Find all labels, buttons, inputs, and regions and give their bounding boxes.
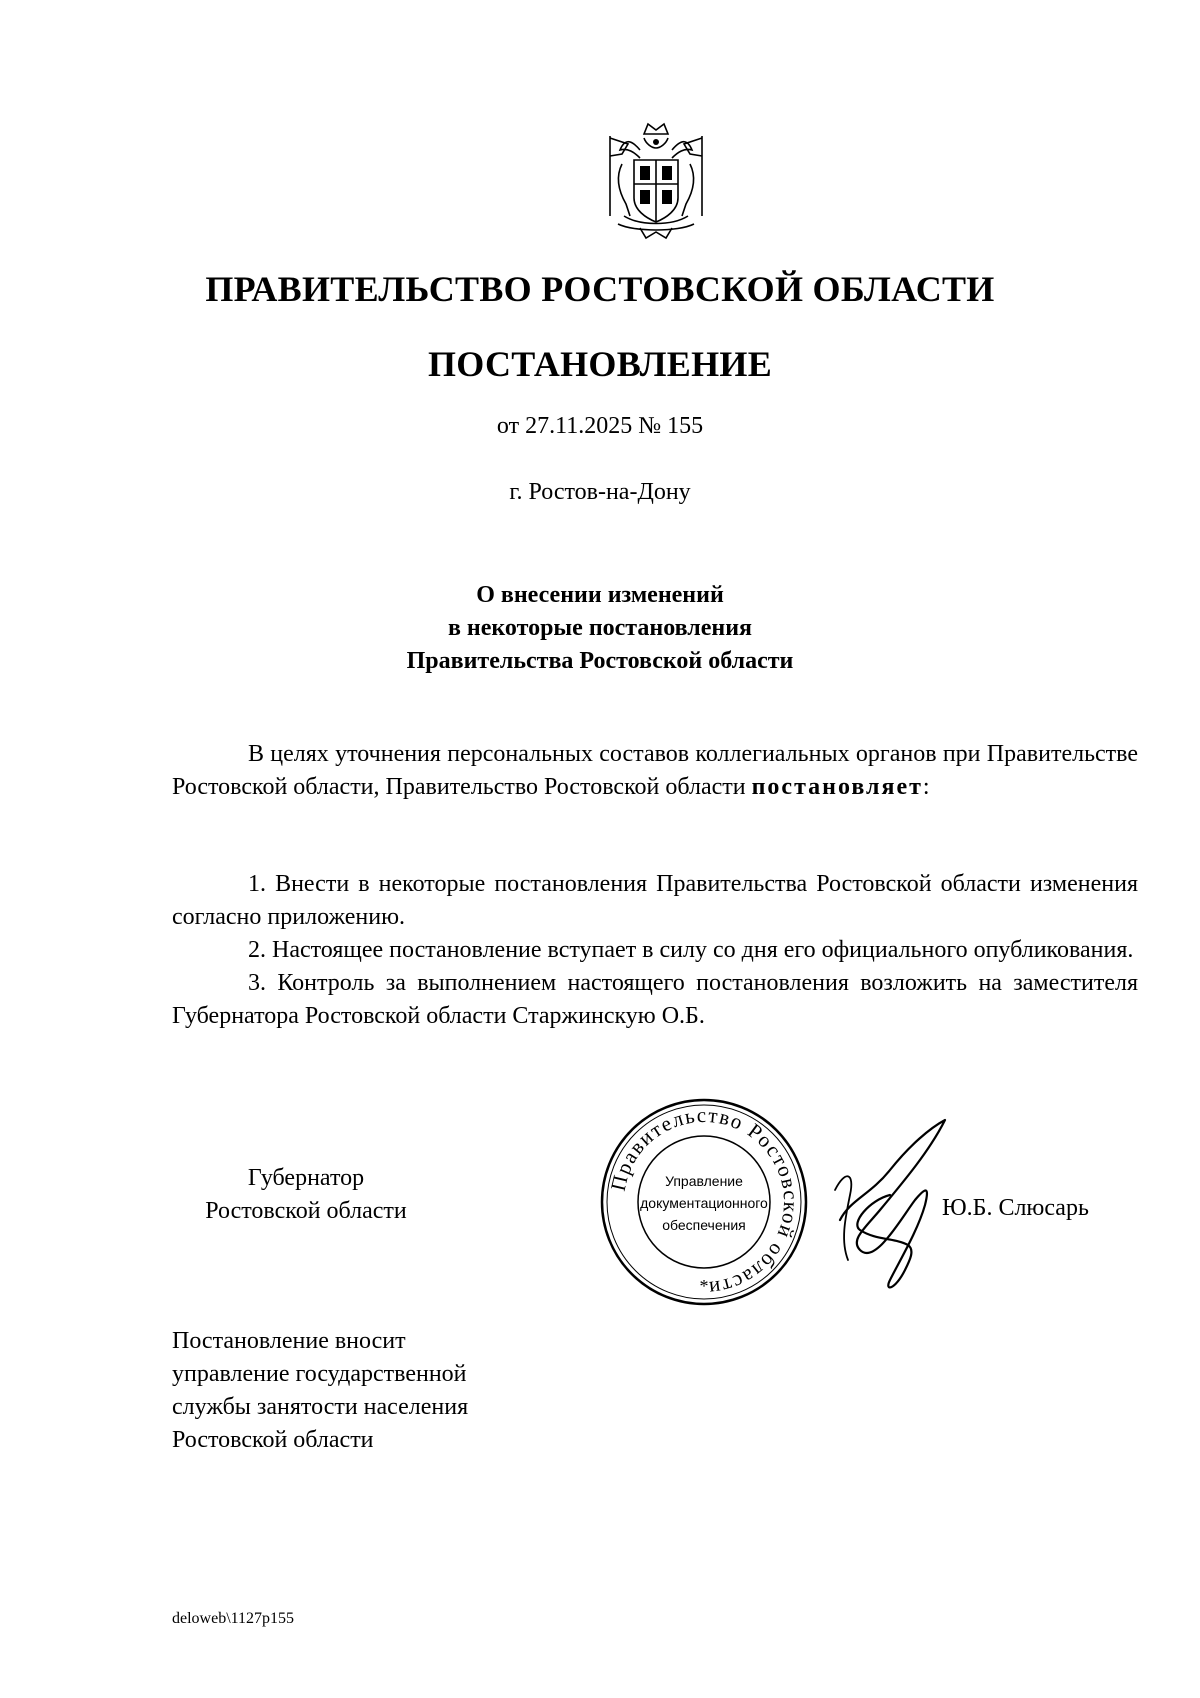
position-line: Губернатор bbox=[247, 1165, 365, 1191]
resolution-items bbox=[172, 868, 1138, 1033]
document-date-number: от 27.11.2025 № 155 bbox=[496, 413, 704, 439]
document-type: ПОСТАНОВЛЕНИЕ bbox=[427, 344, 773, 384]
preamble-colon: : bbox=[922, 774, 930, 800]
signatory-position bbox=[176, 1162, 436, 1228]
signatory-name: Ю.Б. Слюсарь bbox=[942, 1195, 1089, 1221]
document-subject bbox=[0, 579, 1200, 678]
official-stamp bbox=[598, 1096, 810, 1308]
footer-doc-code: deloweb\1127p155 bbox=[172, 1610, 295, 1627]
stamp-center-line: документационного bbox=[640, 1195, 768, 1211]
submitter-line: Ростовской области bbox=[172, 1427, 374, 1453]
submitter-line: Постановление вносит bbox=[172, 1328, 406, 1354]
resolution-item: 1. Внести в некоторые постановления Правительства Ростовской области изменения согласно приложению. bbox=[172, 871, 1138, 930]
subject-line: Правительства Ростовской области bbox=[406, 648, 794, 674]
preamble-decision: постановляет bbox=[751, 774, 923, 800]
resolution-item: 2. Настоящее постановление вступает в силу со дня его официального опубликования. bbox=[248, 937, 1134, 963]
coat-of-arms-icon bbox=[600, 120, 712, 240]
subject-line: О внесении изменений bbox=[476, 582, 724, 608]
stamp-ring-text: Правительство Ростовской области bbox=[605, 1102, 804, 1302]
government-title: ПРАВИТЕЛЬСТВО РОСТОВСКОЙ ОБЛАСТИ bbox=[205, 269, 995, 309]
subject-line: в некоторые постановления bbox=[447, 615, 753, 641]
resolution-item: 3. Контроль за выполнением настоящего постановления возложить на заместителя Губернатора Ростовской области Старжинскую О.Б. bbox=[172, 970, 1138, 1029]
submitter-line: управление государственной bbox=[172, 1361, 467, 1387]
stamp-star: * bbox=[699, 1276, 709, 1296]
preamble bbox=[172, 738, 1138, 804]
document-place: г. Ростов-на-Дону bbox=[509, 479, 691, 505]
stamp-center-line: Управление bbox=[665, 1173, 743, 1189]
submitter-line: службы занятости населения bbox=[172, 1394, 469, 1420]
stamp-center-line: обеспечения bbox=[662, 1217, 746, 1233]
position-line: Ростовской области bbox=[205, 1198, 407, 1224]
submitter-note bbox=[172, 1325, 592, 1457]
preamble-text: В целях уточнения персональных составов коллегиальных органов при Правительстве Ростовской области, Правительство Ростовской области bbox=[172, 741, 1138, 800]
